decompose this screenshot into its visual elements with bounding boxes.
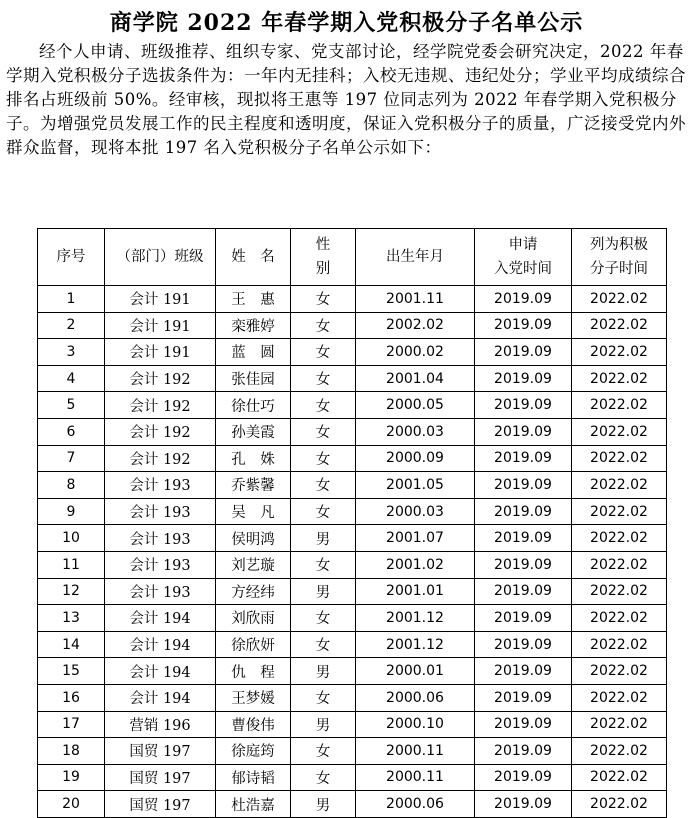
cell-active: 2022.02 [572, 365, 667, 392]
header-no: 序号 [38, 229, 105, 286]
cell-class: 会计 192 [105, 445, 216, 472]
cell-class: 会计 193 [105, 551, 216, 578]
cell-apply: 2019.09 [475, 578, 572, 605]
cell-apply: 2019.09 [475, 339, 572, 366]
cell-name: 孙美霞 [216, 418, 291, 445]
cell-no: 2 [38, 312, 105, 339]
cell-birth: 2000.03 [356, 418, 475, 445]
cell-no: 12 [38, 578, 105, 605]
cell-gender: 女 [291, 339, 356, 366]
cell-active: 2022.02 [572, 339, 667, 366]
cell-class: 会计 194 [105, 684, 216, 711]
table-row [38, 684, 667, 711]
cell-class: 会计 192 [105, 392, 216, 419]
cell-active: 2022.02 [572, 711, 667, 738]
cell-birth: 2001.01 [356, 578, 475, 605]
cell-no: 11 [38, 551, 105, 578]
table-body [38, 286, 667, 818]
announcement-text: 经个人申请、班级推荐、组织专家、党支部讨论，经学院党委会研究决定，2022 年春学期入党积极分子选拔条件为：一年内无挂科；入校无违规、违纪处分；学业平均成绩综合排名占班级前 50%。经审核，现拟将王惠等 197 位同志列为 2022 年春学期入党积极分子。为增强党员发展工作的民主程度和透明度，保证入党积极分子的质量，广泛接受党内外群众监督，现将本批 197 名入党积极分子名单公示如下： [6, 42, 686, 157]
header-apply [475, 229, 572, 286]
cell-name: 蓝 圆 [216, 339, 291, 366]
cell-birth: 2001.12 [356, 631, 475, 658]
cell-gender: 女 [291, 365, 356, 392]
cell-active: 2022.02 [572, 764, 667, 791]
table-row [38, 445, 667, 472]
cell-gender: 女 [291, 472, 356, 499]
table-row [38, 498, 667, 525]
table-row [38, 418, 667, 445]
document-title: 商学院 2022 年春学期入党积极分子名单公示 [109, 10, 584, 36]
table-row [38, 738, 667, 765]
cell-name: 王梦媛 [216, 684, 291, 711]
cell-birth: 2001.07 [356, 525, 475, 552]
cell-birth: 2000.06 [356, 684, 475, 711]
cell-no: 6 [38, 418, 105, 445]
table-row [38, 764, 667, 791]
cell-gender: 女 [291, 286, 356, 313]
cell-name: 张佳园 [216, 365, 291, 392]
cell-birth: 2000.11 [356, 764, 475, 791]
cell-active: 2022.02 [572, 551, 667, 578]
cell-gender: 女 [291, 605, 356, 632]
header-row [38, 229, 667, 286]
table-row [38, 312, 667, 339]
cell-active: 2022.02 [572, 684, 667, 711]
cell-no: 19 [38, 764, 105, 791]
cell-gender: 男 [291, 658, 356, 685]
cell-active: 2022.02 [572, 392, 667, 419]
cell-class: 会计 192 [105, 365, 216, 392]
cell-apply: 2019.09 [475, 365, 572, 392]
cell-active: 2022.02 [572, 525, 667, 552]
cell-birth: 2000.10 [356, 711, 475, 738]
cell-name: 侯明鸿 [216, 525, 291, 552]
cell-active: 2022.02 [572, 418, 667, 445]
cell-gender: 女 [291, 498, 356, 525]
cell-class: 会计 193 [105, 525, 216, 552]
cell-class: 会计 193 [105, 578, 216, 605]
cell-birth: 2001.02 [356, 551, 475, 578]
cell-name: 郁诗韬 [216, 764, 291, 791]
cell-gender: 男 [291, 578, 356, 605]
cell-class: 会计 192 [105, 418, 216, 445]
cell-birth: 2000.03 [356, 498, 475, 525]
cell-name: 刘艺璇 [216, 551, 291, 578]
cell-active: 2022.02 [572, 312, 667, 339]
cell-name: 徐仕巧 [216, 392, 291, 419]
cell-gender: 男 [291, 525, 356, 552]
cell-no: 17 [38, 711, 105, 738]
cell-name: 王 惠 [216, 286, 291, 313]
announcement-paragraph [6, 40, 690, 160]
cell-class: 会计 191 [105, 286, 216, 313]
cell-no: 10 [38, 525, 105, 552]
cell-no: 1 [38, 286, 105, 313]
cell-no: 20 [38, 791, 105, 818]
table-row [38, 339, 667, 366]
cell-name: 仇 程 [216, 658, 291, 685]
cell-no: 3 [38, 339, 105, 366]
cell-class: 国贸 197 [105, 791, 216, 818]
cell-active: 2022.02 [572, 605, 667, 632]
table-row [38, 551, 667, 578]
cell-active: 2022.02 [572, 631, 667, 658]
cell-gender: 女 [291, 551, 356, 578]
candidate-table [37, 228, 667, 818]
cell-no: 4 [38, 365, 105, 392]
cell-no: 8 [38, 472, 105, 499]
header-apply-line1: 申请 [508, 237, 538, 253]
cell-apply: 2019.09 [475, 418, 572, 445]
header-active-line2: 分子时间 [590, 261, 648, 277]
cell-gender: 男 [291, 711, 356, 738]
cell-birth: 2001.04 [356, 365, 475, 392]
header-active-line1: 列为积极 [590, 237, 648, 253]
cell-active: 2022.02 [572, 791, 667, 818]
cell-apply: 2019.09 [475, 551, 572, 578]
table-row [38, 711, 667, 738]
table-row [38, 631, 667, 658]
cell-class: 会计 191 [105, 339, 216, 366]
cell-apply: 2019.09 [475, 472, 572, 499]
cell-birth: 2000.09 [356, 445, 475, 472]
cell-class: 会计 194 [105, 658, 216, 685]
table-row [38, 365, 667, 392]
cell-birth: 2000.02 [356, 339, 475, 366]
cell-birth: 2001.11 [356, 286, 475, 313]
cell-name: 吴 凡 [216, 498, 291, 525]
cell-class: 会计 194 [105, 631, 216, 658]
cell-apply: 2019.09 [475, 711, 572, 738]
header-class: （部门）班级 [105, 229, 216, 286]
cell-birth: 2000.06 [356, 791, 475, 818]
cell-birth: 2000.01 [356, 658, 475, 685]
cell-no: 16 [38, 684, 105, 711]
table-row [38, 791, 667, 818]
header-gender [291, 229, 356, 286]
cell-apply: 2019.09 [475, 658, 572, 685]
cell-gender: 女 [291, 738, 356, 765]
cell-active: 2022.02 [572, 658, 667, 685]
cell-apply: 2019.09 [475, 286, 572, 313]
cell-apply: 2019.09 [475, 312, 572, 339]
cell-no: 9 [38, 498, 105, 525]
cell-apply: 2019.09 [475, 791, 572, 818]
header-gender-line1: 性 [315, 237, 331, 253]
cell-name: 徐庭筠 [216, 738, 291, 765]
cell-class: 会计 193 [105, 472, 216, 499]
cell-apply: 2019.09 [475, 498, 572, 525]
cell-active: 2022.02 [572, 578, 667, 605]
cell-gender: 女 [291, 312, 356, 339]
cell-birth: 2001.12 [356, 605, 475, 632]
cell-birth: 2002.02 [356, 312, 475, 339]
cell-class: 国贸 197 [105, 764, 216, 791]
header-gender-line2: 别 [315, 261, 331, 277]
cell-gender: 女 [291, 631, 356, 658]
cell-name: 徐欣妍 [216, 631, 291, 658]
cell-no: 5 [38, 392, 105, 419]
cell-apply: 2019.09 [475, 525, 572, 552]
cell-name: 乔紫馨 [216, 472, 291, 499]
cell-active: 2022.02 [572, 498, 667, 525]
cell-gender: 女 [291, 445, 356, 472]
cell-gender: 女 [291, 764, 356, 791]
cell-apply: 2019.09 [475, 392, 572, 419]
table-row [38, 525, 667, 552]
cell-apply: 2019.09 [475, 684, 572, 711]
table-row [38, 392, 667, 419]
table-row [38, 658, 667, 685]
cell-gender: 女 [291, 684, 356, 711]
cell-class: 国贸 197 [105, 738, 216, 765]
cell-gender: 女 [291, 418, 356, 445]
table-row [38, 286, 667, 313]
cell-class: 会计 194 [105, 605, 216, 632]
cell-name: 杜浩嘉 [216, 791, 291, 818]
header-birth: 出生年月 [356, 229, 475, 286]
cell-name: 栾雅婷 [216, 312, 291, 339]
cell-apply: 2019.09 [475, 631, 572, 658]
cell-birth: 2001.05 [356, 472, 475, 499]
cell-no: 7 [38, 445, 105, 472]
cell-name: 方经纬 [216, 578, 291, 605]
cell-class: 营销 196 [105, 711, 216, 738]
cell-gender: 男 [291, 791, 356, 818]
cell-apply: 2019.09 [475, 764, 572, 791]
cell-active: 2022.02 [572, 445, 667, 472]
table-row [38, 578, 667, 605]
table-row [38, 472, 667, 499]
cell-no: 13 [38, 605, 105, 632]
cell-birth: 2000.11 [356, 738, 475, 765]
cell-class: 会计 191 [105, 312, 216, 339]
header-apply-line2: 入党时间 [494, 261, 552, 277]
table-row [38, 605, 667, 632]
header-active [572, 229, 667, 286]
cell-apply: 2019.09 [475, 738, 572, 765]
header-name: 姓 名 [216, 229, 291, 286]
cell-no: 15 [38, 658, 105, 685]
cell-active: 2022.02 [572, 738, 667, 765]
cell-apply: 2019.09 [475, 605, 572, 632]
cell-name: 曹俊伟 [216, 711, 291, 738]
cell-no: 18 [38, 738, 105, 765]
cell-gender: 女 [291, 392, 356, 419]
cell-apply: 2019.09 [475, 445, 572, 472]
table-header [38, 229, 667, 286]
cell-active: 2022.02 [572, 286, 667, 313]
cell-name: 刘欣雨 [216, 605, 291, 632]
cell-no: 14 [38, 631, 105, 658]
cell-active: 2022.02 [572, 472, 667, 499]
cell-class: 会计 193 [105, 498, 216, 525]
cell-birth: 2000.05 [356, 392, 475, 419]
cell-name: 孔 姝 [216, 445, 291, 472]
